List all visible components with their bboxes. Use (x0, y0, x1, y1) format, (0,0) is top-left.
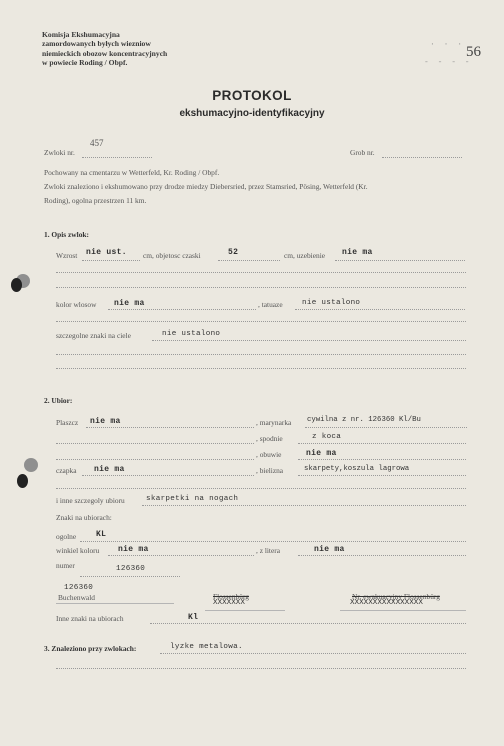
inne-znaki-label: Inne znaki na ubiorach (56, 614, 124, 623)
org-line: w powiecie Roding / Obpf. (42, 57, 128, 67)
winkiel-line (108, 555, 254, 556)
znaleziono-text: Zwloki znaleziono i ekshumowano przy drodze miedzy Diebersried, przez Stamsried, Pösing, Wetterfeld (Kr. (44, 182, 368, 191)
bielizna-line (298, 475, 466, 476)
numer-label: numer (56, 561, 75, 570)
winkiel-value: nie ma (118, 545, 149, 554)
numer-value: 126360 (116, 565, 146, 573)
wzrost-label: Wzrost (56, 251, 78, 260)
pochowany-text: Pochowany na cmentarzu w Wetterfeld, Kr. Roding / Obpf. (44, 168, 220, 177)
czapka-label: czapka (56, 466, 77, 475)
uzebienie-label: cm, uzebienie (284, 251, 326, 260)
obuwie-value: nie ma (306, 449, 337, 458)
grob-label: Grob nr. (350, 148, 375, 157)
znaleziono-line (160, 653, 466, 654)
plaszcz-value: nie ma (90, 417, 121, 426)
znaki-ubior-label: Znaki na ubiorach: (56, 513, 112, 522)
buchenwald-value: 126360 (64, 584, 94, 592)
znaleziono-value: lyzke metalowa. (170, 643, 243, 651)
litera-line (298, 555, 466, 556)
binder-hole (17, 474, 28, 488)
kolor-value: nie ma (114, 299, 145, 308)
spodnie-label: , spodnie (256, 434, 283, 443)
winkiel-label: winkiel koloru (56, 546, 100, 555)
tatuaze-value: nie ustalono (302, 299, 361, 307)
objetosc-label: cm, objetosc czaski (143, 251, 201, 260)
inne-znaki-line (150, 623, 466, 624)
blank-line (56, 368, 466, 369)
page-number: 56 (466, 44, 481, 60)
plaszcz-label: Plaszcz (56, 418, 79, 427)
binder-hole (11, 278, 22, 292)
zwloki-line (82, 157, 152, 158)
corner-mark: - - - - (424, 58, 472, 67)
ubior-heading: 2. Ubior: (44, 396, 73, 405)
litera-value: nie ma (314, 545, 345, 554)
plaszcz-line (86, 427, 254, 428)
bielizna-value: skarpety,koszula lagrowa (304, 465, 410, 473)
wzrost-value: nie ust. (86, 248, 127, 257)
objetosc-line (218, 260, 280, 261)
czapka-value: nie ma (94, 465, 125, 474)
inne-line (142, 505, 466, 506)
bielizna-label: , bielizna (256, 466, 284, 475)
uzebienie-line (335, 260, 465, 261)
blank-line (56, 668, 466, 669)
tatuaze-label: , tatuaze (258, 300, 283, 309)
ogolne-label: ogolne (56, 532, 77, 541)
blank-line (56, 488, 466, 489)
document-title: PROTOKOL (212, 88, 292, 103)
numer-line (80, 576, 180, 577)
inne-value: skarpetki na nogach (146, 495, 239, 503)
obuwie-label: , obuwie (256, 450, 282, 459)
buchenwald-label: Buchenwald (58, 593, 95, 602)
blank-line (56, 321, 466, 322)
buchenwald-line (56, 603, 174, 604)
znaleziono-text: Roding), ogolna przestrzen 11 km. (44, 196, 147, 205)
blank-line (56, 272, 466, 273)
binder-hole (24, 458, 38, 472)
opis-heading: 1. Opis zwlok: (44, 230, 89, 239)
document-subtitle: ekshumacyjno-identyfikacyjny (179, 108, 325, 119)
znaki-cialo-value: nie ustalono (162, 330, 221, 338)
uzebienie-value: nie ma (342, 248, 373, 257)
nr-ewakuacyjny-crossout: XXXXXXXXXXXXXXXX (350, 599, 423, 607)
tatuaze-line (295, 309, 465, 310)
org-line: Komisja Ekshumacyjna (42, 30, 120, 39)
blank-line (56, 287, 466, 288)
kolor-line (108, 309, 256, 310)
flossenburg-crossout: XXXXXXX (213, 599, 245, 607)
ogolne-value: KL (96, 530, 107, 539)
corner-mark: · · · (430, 40, 465, 49)
ogolne-line (80, 541, 466, 542)
marynarka-label: , marynarka (256, 418, 292, 427)
kolor-label: kolor wlosow (56, 300, 97, 309)
org-line: niemieckich obozow koncentracyjnych (42, 48, 168, 58)
spodnie-value: z koca (312, 433, 342, 441)
znaki-cialo-label: szczegolne znaki na ciele (56, 331, 131, 340)
blank-line (56, 354, 466, 355)
nr-ewakuacyjny-line (340, 610, 466, 611)
objetosc-value: 52 (228, 248, 239, 257)
nr-ewakuacyjny-label: Nr. ewakuacyjny Flossenbürg (352, 592, 440, 601)
obuwie-line (298, 459, 466, 460)
inne-label: i inne szczegoly ubioru (56, 496, 125, 505)
organization-header (42, 30, 167, 67)
org-line: zamordowanych byłych wiezniow (42, 39, 151, 49)
flossenburg-line (205, 610, 285, 611)
inne-znaki-value: Kl (188, 613, 199, 622)
blank-line (56, 443, 254, 444)
flossenburg-label: Flossenbürg (213, 592, 250, 601)
grob-line (382, 157, 462, 158)
czapka-line (82, 475, 254, 476)
litera-label: , z litera (256, 546, 281, 555)
wzrost-line (82, 260, 140, 261)
znaki-cialo-line (152, 340, 466, 341)
blank-line (56, 459, 254, 460)
zwloki-value: 457 (90, 138, 104, 148)
znaleziono-heading: 3. Znaleziono przy zwlokach: (44, 644, 137, 653)
zwloki-label: Zwloki nr. (44, 148, 75, 157)
spodnie-line (298, 443, 466, 444)
marynarka-value: cywilna z nr. 126360 Kl/Bu (307, 416, 421, 424)
marynarka-line (305, 427, 467, 428)
